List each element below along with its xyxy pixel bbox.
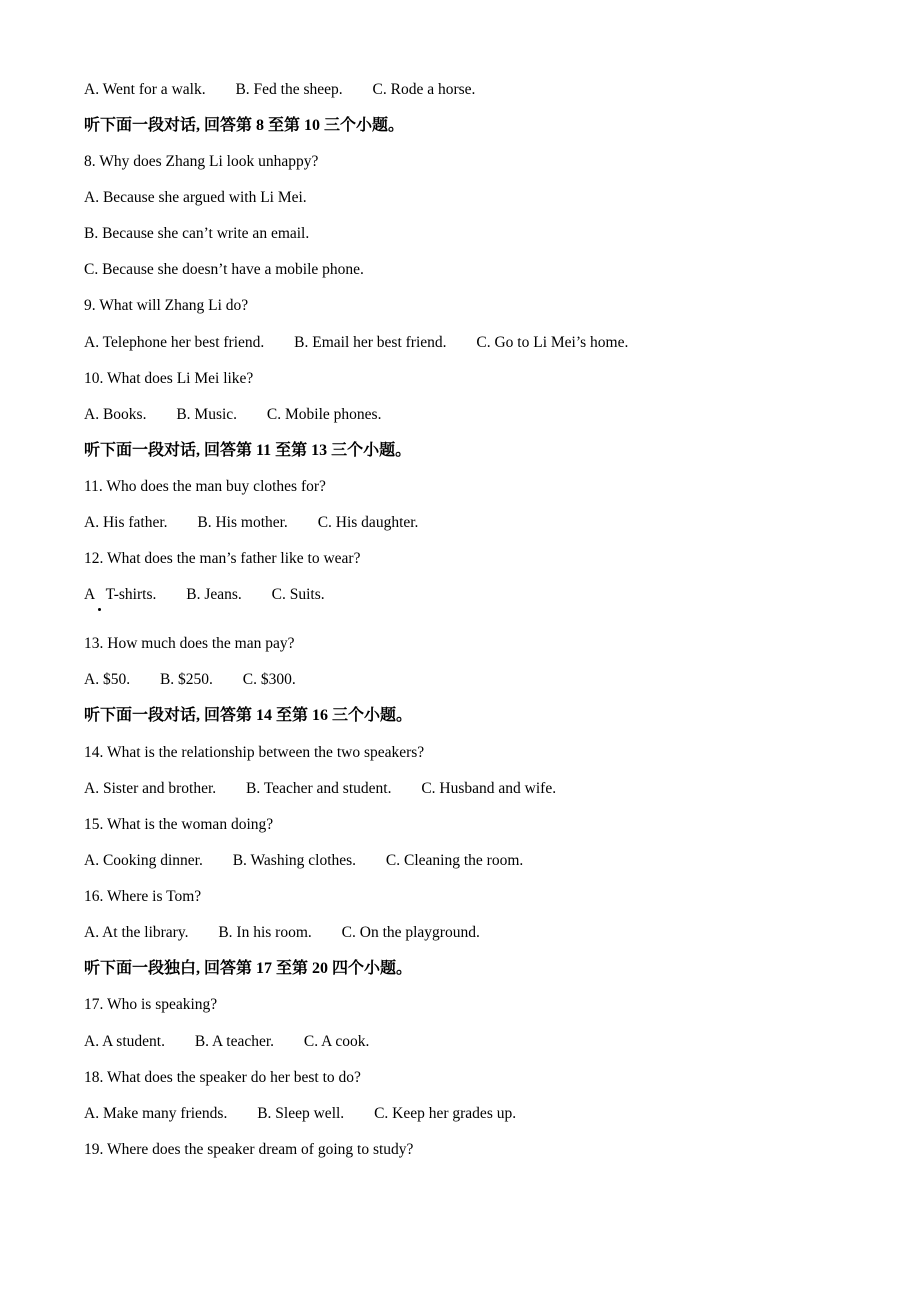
q12-options [84, 585, 325, 605]
q7-option-b: B. Fed the sheep. [235, 81, 343, 98]
q18-option-c: C. Keep her grades up. [374, 1105, 517, 1122]
q15-option-c: C. Cleaning the room. [385, 852, 524, 869]
q12-option-b: B. Jeans. [186, 586, 242, 603]
q7-options [84, 80, 475, 100]
q11-option-c: C. His daughter. [317, 514, 419, 531]
q15-option-a: A. Cooking dinner. [84, 852, 203, 869]
q11-options [84, 513, 418, 533]
q14-option-a: A. Sister and brother. [84, 780, 217, 797]
q14-question: 14. What is the relationship between the two speakers? [84, 744, 425, 761]
q17-options [84, 1032, 369, 1052]
q7-option-c: C. Rode a horse. [372, 81, 476, 98]
q10-question: 10. What does Li Mei like? [84, 370, 254, 387]
q7-option-a: A. Went for a walk. [84, 81, 206, 98]
q11-question: 11. Who does the man buy clothes for? [84, 478, 326, 495]
q14-option-c: C. Husband and wife. [421, 780, 557, 797]
q11-option-a: A. His father. [84, 514, 168, 531]
q16-option-a: A. At the library. [84, 924, 189, 941]
q18-option-a: A. Make many friends. [84, 1105, 228, 1122]
q17-option-c: C. A cook. [303, 1033, 370, 1050]
q13-question: 13. How much does the man pay? [84, 635, 295, 652]
q18-option-b: B. Sleep well. [257, 1105, 345, 1122]
section-heading-11-13: 听下面一段对话, 回答第 11 至第 13 三个小题。 [84, 442, 412, 459]
q8-question: 8. Why does Zhang Li look unhappy? [84, 153, 319, 170]
section-heading-17-20: 听下面一段独白, 回答第 17 至第 20 四个小题。 [84, 960, 413, 977]
q12-option-a: A T-shirts. [84, 586, 157, 603]
q10-option-b: B. Music. [176, 406, 238, 423]
q15-option-b: B. Washing clothes. [232, 852, 357, 869]
q18-question: 18. What does the speaker do her best to do? [84, 1069, 361, 1086]
q8-option-b: B. Because she can’t write an email. [84, 225, 310, 242]
q16-question: 16. Where is Tom? [84, 888, 202, 905]
q15-options [84, 851, 523, 871]
q12-option-c: C. Suits. [271, 586, 325, 603]
q10-options [84, 405, 381, 425]
q8-option-c: C. Because she doesn’t have a mobile phone. [84, 261, 364, 278]
q11-option-b: B. His mother. [197, 514, 288, 531]
q12-question: 12. What does the man’s father like to wear? [84, 550, 361, 567]
q9-option-c: C. Go to Li Mei’s home. [476, 334, 629, 351]
q9-options [84, 333, 628, 353]
q10-option-a: A. Books. [84, 406, 147, 423]
q13-options [84, 670, 296, 690]
q16-option-c: C. On the playground. [341, 924, 480, 941]
stray-dot-mark [98, 608, 101, 611]
q8-option-a: A. Because she argued with Li Mei. [84, 189, 307, 206]
q14-options [84, 779, 556, 799]
q13-option-c: C. $300. [242, 671, 296, 688]
q15-question: 15. What is the woman doing? [84, 816, 274, 833]
q16-options [84, 923, 480, 943]
section-heading-8-10: 听下面一段对话, 回答第 8 至第 10 三个小题。 [84, 117, 405, 134]
q9-option-b: B. Email her best friend. [294, 334, 447, 351]
q13-option-a: A. $50. [84, 671, 131, 688]
q17-question: 17. Who is speaking? [84, 996, 218, 1013]
q17-option-b: B. A teacher. [194, 1033, 275, 1050]
q9-option-a: A. Telephone her best friend. [84, 334, 265, 351]
q19-question: 19. Where does the speaker dream of going to study? [84, 1141, 414, 1158]
q14-option-b: B. Teacher and student. [246, 780, 392, 797]
section-heading-14-16: 听下面一段对话, 回答第 14 至第 16 三个小题。 [84, 707, 413, 724]
q16-option-b: B. In his room. [218, 924, 312, 941]
q17-option-a: A. A student. [84, 1033, 165, 1050]
q13-option-b: B. $250. [159, 671, 213, 688]
q9-question: 9. What will Zhang Li do? [84, 297, 249, 314]
q18-options [84, 1104, 516, 1124]
q10-option-c: C. Mobile phones. [266, 406, 382, 423]
